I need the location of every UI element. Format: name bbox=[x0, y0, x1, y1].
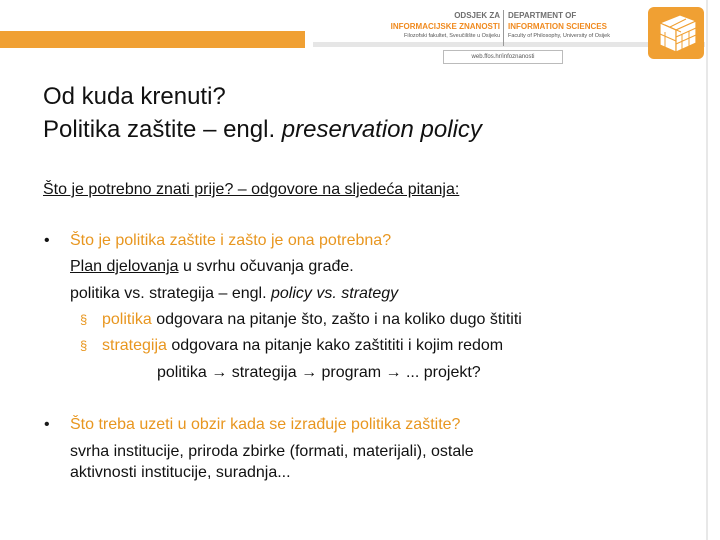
sub-bullet-1-term: politika bbox=[102, 311, 152, 328]
sub-bullet-strategija bbox=[80, 337, 503, 355]
bullet-1-line1-underlined: Plan djelovanja bbox=[70, 258, 179, 275]
department-cube-logo-icon bbox=[646, 5, 706, 61]
slide-subtitle: Što je potrebno znati prije? – odgovore na sljedeća pitanja: bbox=[43, 181, 460, 198]
bullet-2-question bbox=[44, 416, 460, 434]
sub-bullet-1-marker: § bbox=[80, 312, 88, 327]
sub-bullet-1-text: odgovara na pitanje što, zašto i na koliko dugo štititi bbox=[151, 311, 522, 328]
department-line1-en: DEPARTMENT OF bbox=[508, 11, 577, 20]
bullet-1-line1-rest: u svrhu očuvanja građe. bbox=[178, 258, 354, 275]
bullet-1-question bbox=[44, 232, 391, 250]
title-line2-plain: Politika zaštite – engl. bbox=[43, 116, 282, 143]
bullet-1-line2-plain: politika vs. strategija – engl. bbox=[70, 285, 271, 302]
bullet-1-line2-italic: policy vs. strategy bbox=[271, 285, 399, 302]
bullet-1-line1 bbox=[70, 258, 354, 276]
bullet-1-marker: • bbox=[44, 232, 50, 249]
header-accent-bar bbox=[0, 31, 305, 48]
right-divider-line bbox=[706, 0, 708, 540]
policy-chain-text: politika → strategija → program → ... projekt? bbox=[157, 364, 481, 381]
department-line2-en: INFORMATION SCIENCES bbox=[508, 22, 607, 31]
department-line2-hr: INFORMACIJSKE ZNANOSTI bbox=[390, 22, 500, 31]
bullet-2-line1: svrha institucije, priroda zbirke (formati, materijali), ostale bbox=[70, 443, 474, 460]
title-line2 bbox=[43, 113, 482, 146]
bullet-1-question-text: Što je politika zaštite i zašto je ona potrebna? bbox=[70, 232, 392, 249]
faculty-name-hr: Filozofski fakultet, Sveučilište u Osijeku bbox=[404, 33, 500, 39]
header-separator bbox=[503, 10, 504, 46]
website-url[interactable]: web.ffos.hr/infoznanosti bbox=[443, 50, 563, 64]
slide-title bbox=[43, 80, 482, 146]
bullet-2-marker: • bbox=[44, 416, 50, 433]
sub-bullet-2-marker: § bbox=[80, 338, 88, 353]
sub-bullet-politika bbox=[80, 311, 522, 329]
sub-bullet-2-text: odgovara na pitanje kako zaštititi i kojim redom bbox=[166, 337, 504, 354]
faculty-name-en: Faculty of Philosophy, University of Osijek bbox=[508, 33, 610, 39]
title-line1: Od kuda krenuti? bbox=[43, 83, 226, 110]
bullet-1-line2 bbox=[70, 285, 398, 303]
department-name-en bbox=[508, 10, 643, 41]
department-name-hr bbox=[380, 10, 500, 41]
bullet-2-line2: aktivnosti institucije, suradnja... bbox=[70, 464, 291, 481]
title-line2-italic: preservation policy bbox=[281, 116, 482, 143]
department-line1-hr: ODSJEK ZA bbox=[454, 11, 500, 20]
bullet-2-question-text: Što treba uzeti u obzir kada se izrađuje politika zaštite? bbox=[70, 416, 461, 433]
sub-bullet-2-term: strategija bbox=[102, 337, 167, 354]
